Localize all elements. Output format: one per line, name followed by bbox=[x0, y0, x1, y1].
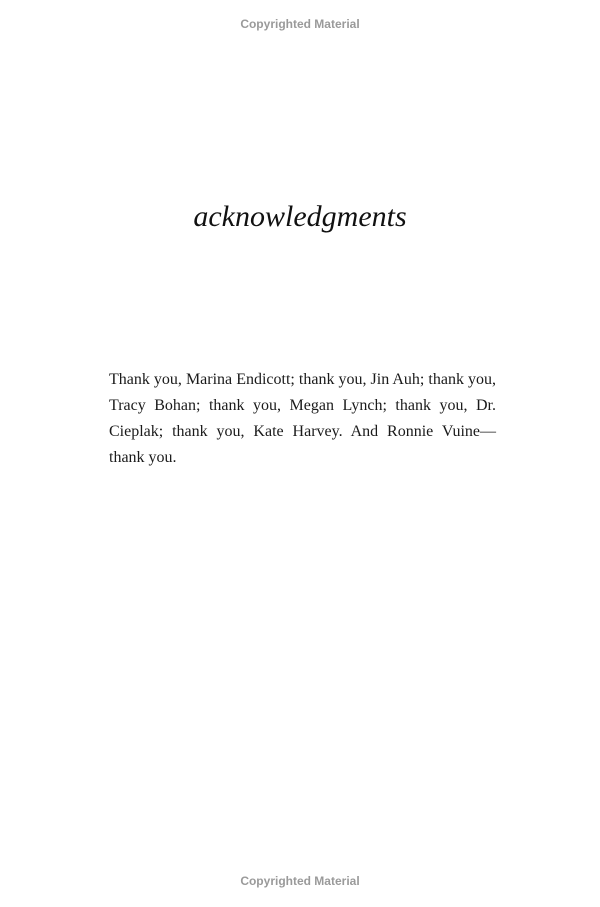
copyright-watermark-bottom: Copyrighted Material bbox=[240, 874, 360, 888]
page-title: acknowledgments bbox=[193, 200, 407, 233]
acknowledgments-paragraph: Thank you, Marina Endicott; thank you, Jin Auh; thank you, Tracy Bohan; thank you, Megan Lynch; thank you, Dr. Cieplak; thank you, Kate Harvey. And Ronnie Vuine—thank you. bbox=[109, 371, 496, 466]
copyright-watermark-top: Copyrighted Material bbox=[240, 17, 360, 31]
